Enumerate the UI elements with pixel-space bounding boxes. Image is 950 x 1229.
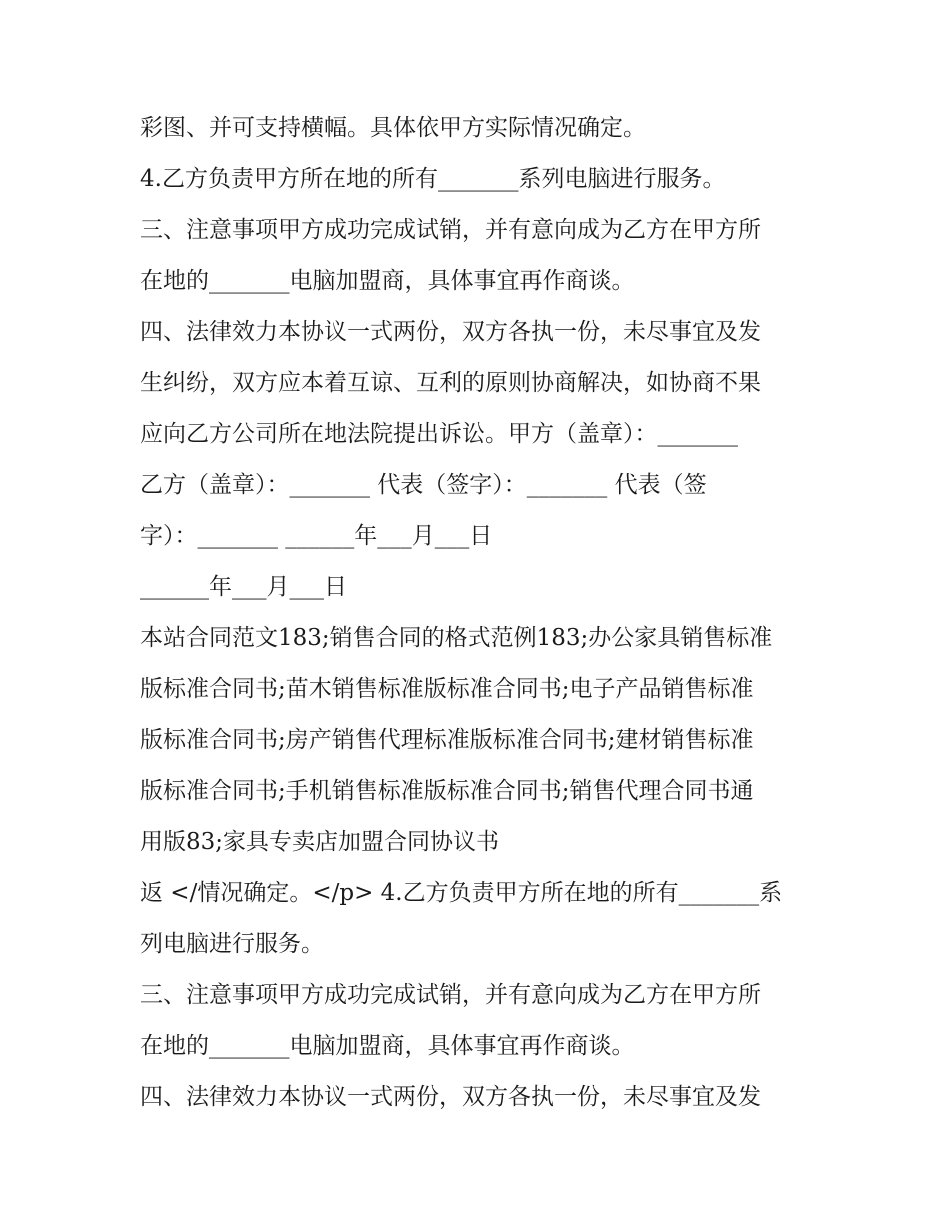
text-line-17: 列电脑进行服务。 bbox=[140, 931, 324, 957]
text-line-15: 用版83;家具专卖店加盟合同协议书 bbox=[140, 829, 500, 855]
text-line-7: 应向乙方公司所在地法院提出诉讼。甲方（盖章）：_______ bbox=[140, 421, 738, 447]
text-line-13: 版标准合同书;房产销售代理标准版标准合同书;建材销售标准 bbox=[140, 727, 754, 753]
text-line-18: 三、注意事项甲方成功完成试销，并有意向成为乙方在甲方所 bbox=[140, 982, 761, 1008]
text-line-6: 生纠纷，双方应本着互谅、互利的原则协商解决，如协商不果 bbox=[140, 370, 761, 396]
text-line-9: 字）：_______ ______年___月___日 bbox=[140, 523, 493, 549]
text-line-8: 乙方（盖章）：_______ 代表（签字）：_______ 代表（签 bbox=[140, 472, 707, 498]
text-line-2: 4.乙方负责甲方所在地的所有_______系列电脑进行服务。 bbox=[140, 166, 726, 192]
text-line-1: 彩图、并可支持横幅。具体依甲方实际情况确定。 bbox=[140, 115, 646, 141]
text-line-19: 在地的_______电脑加盟商，具体事宜再作商谈。 bbox=[140, 1033, 635, 1059]
text-line-11: 本站合同范文183;销售合同的格式范例183;办公家具销售标准 bbox=[140, 625, 773, 651]
text-line-5: 四、法律效力本协议一式两份，双方各执一份，未尽事宜及发 bbox=[140, 319, 761, 345]
text-line-12: 版标准合同书;苗木销售标准版标准合同书;电子产品销售标准 bbox=[140, 676, 754, 702]
text-line-10: ______年___月___日 bbox=[140, 574, 347, 600]
text-line-3: 三、注意事项甲方成功完成试销，并有意向成为乙方在甲方所 bbox=[140, 217, 761, 243]
text-line-16: 返 </情况确定。</p> 4.乙方负责甲方所在地的所有_______系 bbox=[140, 880, 783, 906]
text-line-20: 四、法律效力本协议一式两份，双方各执一份，未尽事宜及发 bbox=[140, 1084, 761, 1110]
document-page bbox=[140, 103, 820, 1123]
text-line-14: 版标准合同书;手机销售标准版标准合同书;销售代理合同书通 bbox=[140, 778, 754, 804]
text-line-4: 在地的_______电脑加盟商，具体事宜再作商谈。 bbox=[140, 268, 635, 294]
